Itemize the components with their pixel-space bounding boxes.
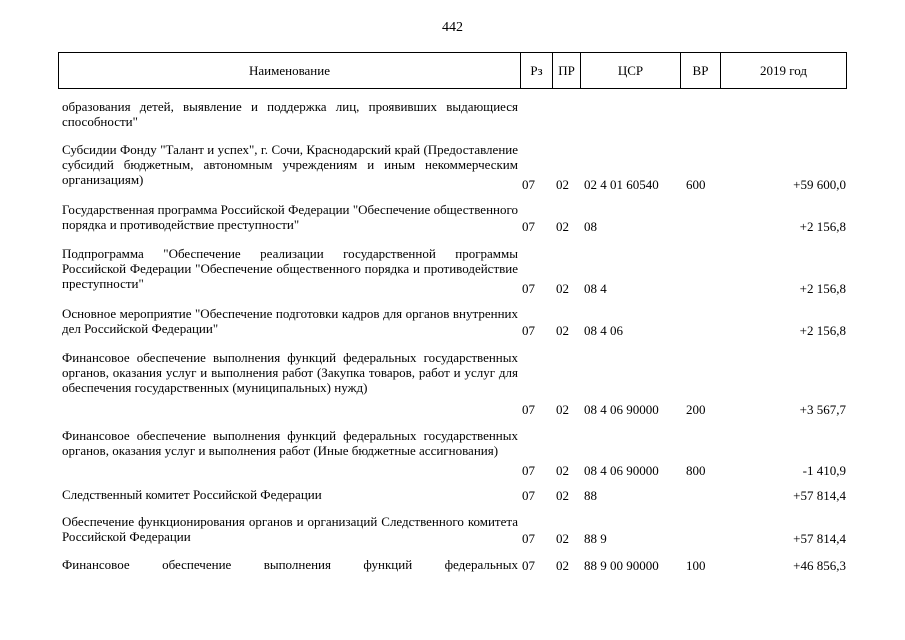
table-row	[0, 202, 905, 234]
row-csr: 88 9 00 90000	[584, 558, 659, 573]
row-csr: 08 4 06	[584, 323, 623, 338]
row-csr: 08 4 06 90000	[584, 402, 659, 417]
row-name: Субсидии Фонду "Талант и успех", г. Сочи, Краснодарский край (Предоставление субсидий бюджетным, автономным учреждениям и иным некоммерческим организациям)	[62, 142, 518, 187]
table-row	[0, 350, 905, 417]
row-name: Государственная программа Российской Федерации "Обеспечение общественного порядка и противодействие преступности"	[62, 202, 518, 232]
row-csr: 88	[584, 488, 597, 503]
row-vr: 800	[686, 463, 706, 478]
row-csr: 88 9	[584, 531, 607, 546]
row-amount: +2 156,8	[799, 281, 846, 296]
row-rz: 07	[522, 402, 535, 417]
row-amount: +59 600,0	[793, 177, 846, 192]
table-row	[0, 514, 905, 546]
row-csr: 08	[584, 219, 597, 234]
row-rz: 07	[522, 558, 535, 573]
column-header-vr: ВР	[681, 53, 721, 89]
row-rz: 07	[522, 488, 535, 503]
row-amount: +57 814,4	[793, 488, 846, 503]
row-pr: 02	[556, 558, 569, 573]
row-pr: 02	[556, 402, 569, 417]
row-name: Следственный комитет Российской Федерации	[62, 487, 322, 502]
row-amount: +57 814,4	[793, 531, 846, 546]
row-amount: +3 567,7	[799, 402, 846, 417]
row-rz: 07	[522, 177, 535, 192]
row-csr: 02 4 01 60540	[584, 177, 659, 192]
row-rz: 07	[522, 531, 535, 546]
row-pr: 02	[556, 323, 569, 338]
row-name: Подпрограмма "Обеспечение реализации государственной программы Российской Федерации "Обеспечение общественного порядка и противодействие преступности"	[62, 246, 518, 291]
table-row	[0, 306, 905, 338]
column-header-year: 2019 год	[721, 53, 847, 89]
row-rz: 07	[522, 219, 535, 234]
row-name: Финансовое обеспечение выполнения функций федеральных государственных органов, оказания услуг и выполнения работ (Закупка товаров, работ и услуг для обеспечения государственных (муниципальных) нужд)	[62, 350, 518, 395]
column-header-csr: ЦСР	[581, 53, 681, 89]
row-rz: 07	[522, 463, 535, 478]
row-name: Основное мероприятие "Обеспечение подготовки кадров для органов внутренних дел Российской Федерации"	[62, 306, 518, 336]
row-pr: 02	[556, 488, 569, 503]
row-amount: +46 856,3	[793, 558, 846, 573]
table-row	[0, 428, 905, 478]
row-amount: -1 410,9	[802, 463, 846, 478]
row-vr: 600	[686, 177, 706, 192]
table-row	[0, 142, 905, 192]
row-name: Обеспечение функционирования органов и организаций Следственного комитета Российской Федерации	[62, 514, 518, 544]
column-header-pr: ПР	[553, 53, 581, 89]
row-name: Финансовое обеспечение выполнения функций федеральных государственных органов, оказания услуг и выполнения работ (Иные бюджетные ассигнования)	[62, 428, 518, 458]
table-row	[0, 246, 905, 296]
row-name: Финансовое обеспечение выполнения функций федеральных	[62, 557, 518, 572]
row-pr: 02	[556, 531, 569, 546]
row-pr: 02	[556, 219, 569, 234]
row-rz: 07	[522, 281, 535, 296]
row-pr: 02	[556, 177, 569, 192]
table-row	[0, 487, 905, 503]
row-vr: 200	[686, 402, 706, 417]
table-row	[0, 557, 905, 573]
row-amount: +2 156,8	[799, 323, 846, 338]
row-csr: 08 4 06 90000	[584, 463, 659, 478]
row-pr: 02	[556, 281, 569, 296]
table-row	[0, 99, 905, 129]
page-number: 442	[442, 20, 463, 35]
column-header-rz: Рз	[521, 53, 553, 89]
column-header-name: Наименование	[59, 53, 521, 89]
row-csr: 08 4	[584, 281, 607, 296]
row-pr: 02	[556, 463, 569, 478]
row-vr: 100	[686, 558, 706, 573]
row-amount: +2 156,8	[799, 219, 846, 234]
row-name: образования детей, выявление и поддержка лиц, проявивших выдающиеся способности"	[62, 99, 518, 129]
row-rz: 07	[522, 323, 535, 338]
